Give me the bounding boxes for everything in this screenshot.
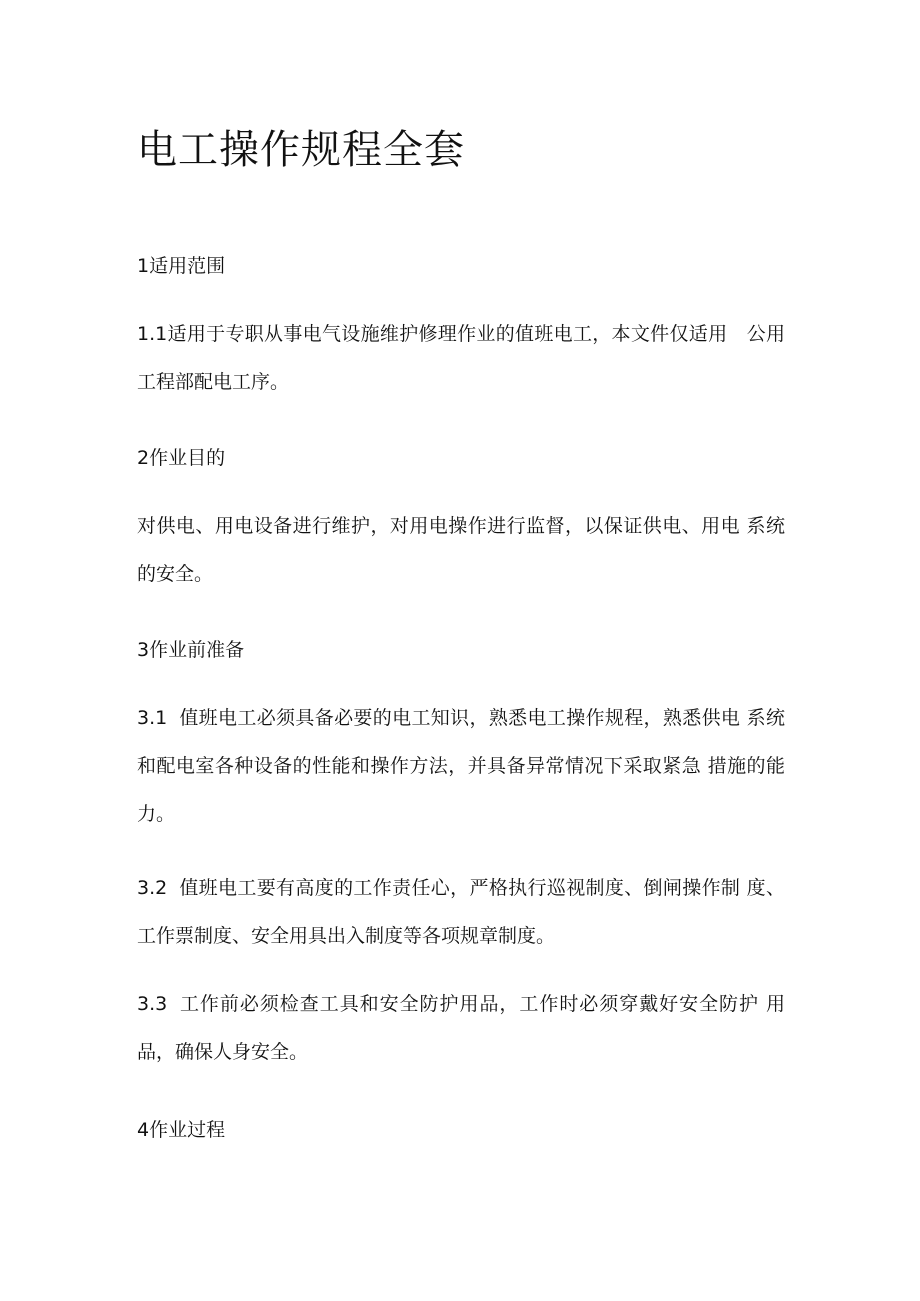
- section-heading-purpose: 2作业目的: [137, 447, 226, 469]
- section-heading-scope: 1适用范围: [137, 255, 226, 277]
- paragraph-3-3: [137, 980, 785, 1076]
- document-title: 电工操作规程全套: [137, 127, 465, 173]
- clause-text: 值班电工要有高度的工作责任心，严格执行巡视制度、倒闸操作制 度、工作票制度、安全用具出入制度等各项规章制度。: [137, 877, 785, 947]
- paragraph-1-1: 1.1适用于专职从事电气设施维护修理作业的值班电工，本文件仅适用 公用工程部配电工序。: [137, 323, 785, 393]
- clause-number: 3.3: [137, 993, 168, 1015]
- paragraph-3-2: [137, 864, 785, 960]
- clause-number: 3.1: [137, 707, 168, 729]
- clause-text: 工作前必须检查工具和安全防护用品，工作时必须穿戴好安全防护 用品，确保人身安全。: [137, 993, 785, 1063]
- paragraph-2: 对供电、用电设备进行维护，对用电操作进行监督，以保证供电、用电 系统的安全。: [137, 515, 785, 585]
- clause-number: 3.2: [137, 877, 168, 899]
- section-heading-preparation: 3作业前准备: [137, 639, 245, 661]
- clause-text: 值班电工必须具备必要的电工知识，熟悉电工操作规程，熟悉供电 系统和配电室各种设备的性能和操作方法，并具备异常情况下采取紧急 措施的能力。: [137, 707, 785, 825]
- paragraph-3-1: [137, 694, 785, 838]
- section-heading-process: 4作业过程: [137, 1119, 226, 1141]
